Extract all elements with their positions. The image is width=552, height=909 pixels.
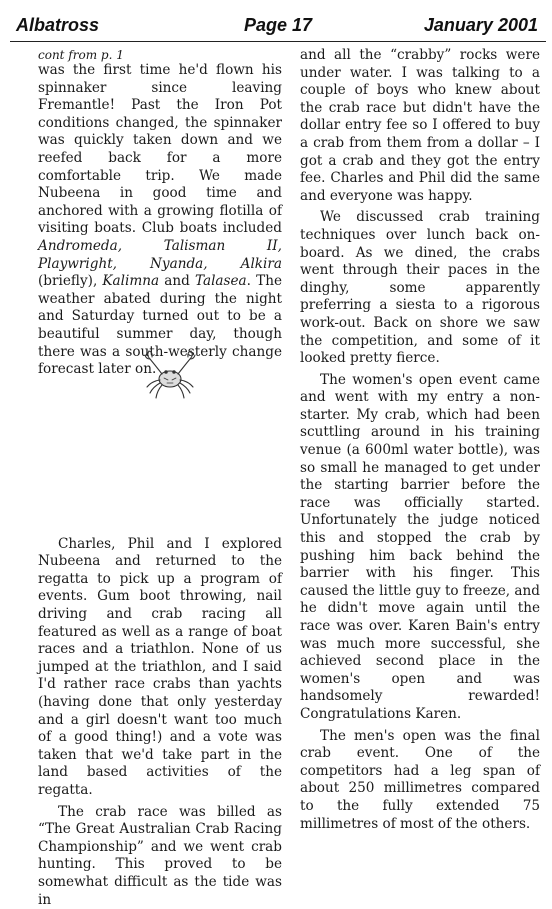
right-paragraph-2: We discussed crab training techniques over lunch back on-board. As we dined, the crabs went through their paces in the dinghy, some apparently preferring a siesta to a rigorous work-out. Back on shore we saw the competition, and some of it looked pretty fierce. (300, 209, 540, 367)
left-paragraph-1: was the first time he'd flown his spinnaker since leaving Fremantle! Past the Iron Pot conditions changed, the spinnaker was quickly taken down and we reefed back for a more comfortable trip. We made Nubeena in good time and anchored with a growing flotilla of visiting boats. Club boats included Andromeda, Talisman II, Playwright, Nyanda, Alkira (briefly), Kalimna and Talasea. The weather abated during the night and Saturday turned out to be a beautiful summer day, though there was a south-westerly change forecast later on. (38, 62, 282, 378)
crab-icon (140, 345, 200, 405)
continued-note: cont from p. 1 (38, 48, 124, 62)
issue-date: January 2001 (423, 15, 538, 35)
left-paragraph-3: The crab race was billed as “The Great Australian Crab Racing Championship” and we went crab hunting. This proved to be somewhat difficult as the tide was in (38, 803, 282, 908)
right-paragraph-4: The men's open was the final crab event. One of the competitors had a leg span of about 250 millimetres compared to the fully extended 75 millimetres of most of the others. (300, 727, 540, 832)
header-rule (10, 41, 546, 42)
right-paragraph-1: and all the “crabby” rocks were under water. I was talking to a couple of boys who knew about the crab race but didn't have the dollar entry fee so I offered to buy a crab from them from a dollar – I got a crab and they got the entry fee. Charles and Phil did the same and everyone was happy. (300, 47, 540, 204)
left-paragraph-2: Charles, Phil and I explored Nubeena and returned to the regatta to pick up a program of events. Gum boot throwing, nail driving and crab racing all featured as well as a range of boat races and a triathlon. None of us jumped at the triathlon, and I said I'd rather race crabs than yachts (having done that only yesterday and a girl doesn't want too much of a good thing!) and a vote was taken that we'd take part in the land based activities of the regatta. (38, 535, 282, 798)
right-column (300, 47, 540, 833)
newsletter-title: Albatross (16, 15, 100, 35)
left-column (38, 48, 282, 909)
right-paragraph-3: The women's open event came and went with my entry a non-starter. My crab, which had been scuttling around in his training venue (a 600ml water bottle), was so small he managed to get under the starting barrier before the race was officially started. Unfortunately the judge noticed this and stopped the crab by pushing him back behind the barrier with his finger. This caused the little guy to freeze, and he didn't move again until the race was over. Karen Bain's entry was much more successful, she achieved second place in the women's open and was handsomely rewarded! Congratulations Karen. (300, 371, 540, 722)
crab-illustration (140, 345, 200, 405)
page-number: Page 17 (244, 15, 313, 35)
page-header (0, 0, 552, 44)
